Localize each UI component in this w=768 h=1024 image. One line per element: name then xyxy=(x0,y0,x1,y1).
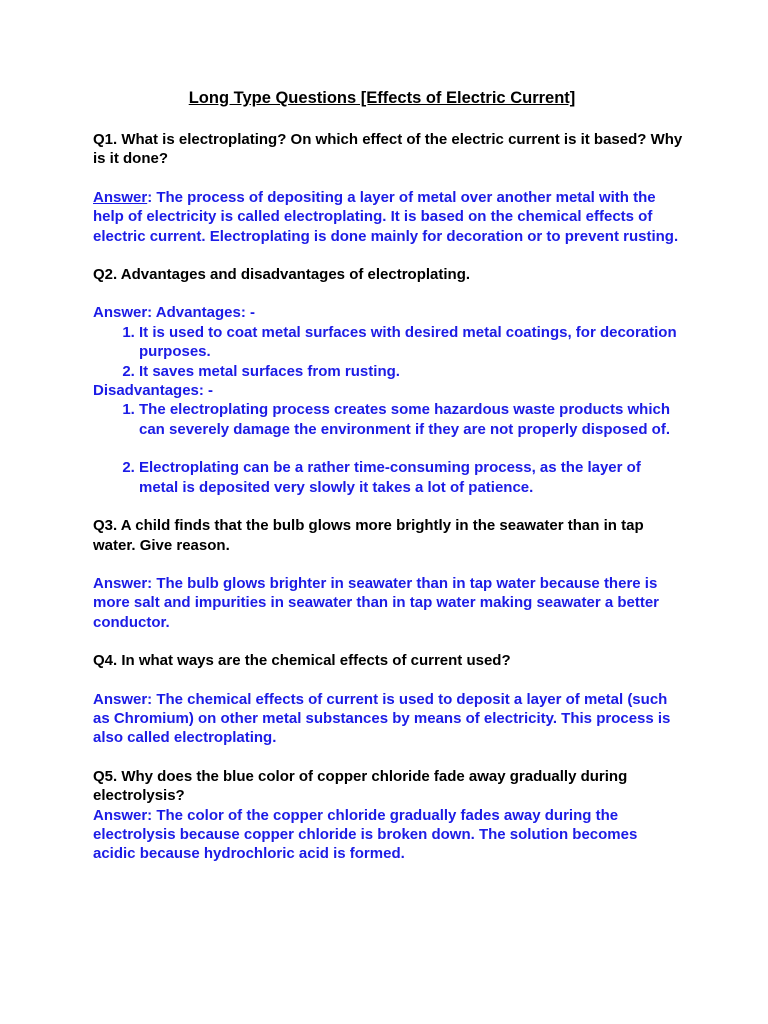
spacer xyxy=(93,246,683,265)
document-page xyxy=(93,88,683,864)
answer-label: Answer xyxy=(93,188,148,206)
spacer xyxy=(93,748,683,767)
question-1: Q1. What is electroplating? On which effect of the electric current is it based? Why is it done? xyxy=(93,131,683,168)
list-item: 1. It is used to coat metal surfaces with desired metal coatings, for decoration purposes. xyxy=(139,323,683,362)
question-2: Q2. Advantages and disadvantages of electroplating. xyxy=(93,266,471,284)
question-5: Q5. Why does the blue color of copper chloride fade away gradually during electrolysis? xyxy=(93,767,628,805)
spacer xyxy=(139,439,683,458)
list-item: 2. Electroplating can be a rather time-consuming process, as the layer of metal is deposited very slowly it takes a lot of patience. xyxy=(139,458,683,497)
spacer xyxy=(93,632,683,651)
disadvantages-list xyxy=(93,400,683,497)
answer-1 xyxy=(93,188,683,246)
list-item: 1. The electroplating process creates some hazardous waste products which can severely damage the environment if they are not properly disposed of. xyxy=(139,400,683,439)
spacer xyxy=(93,555,683,574)
page-title: Long Type Questions [Effects of Electric Current] xyxy=(188,89,576,107)
answer-4: Answer: The chemical effects of current is used to deposit a layer of metal (such as Chromium) on other metal substances by means of electricity. This process is also called electroplating. xyxy=(93,690,671,747)
disadvantages-heading: Disadvantages: - xyxy=(93,382,214,400)
advantages-heading: Answer: Advantages: - xyxy=(93,304,255,322)
advantages-list xyxy=(93,323,683,381)
answer-5: Answer: The color of the copper chloride gradually fades away during the electrolysis because copper chloride is broken down. The solution becomes acidic because hydrochloric acid is formed. xyxy=(93,806,638,863)
answer-1-text: : The process of depositing a layer of metal over another metal with the help of electricity is called electroplating. It is based on the chemical effects of electric current. Electroplating is done mainly for decoration or to prevent rusting. xyxy=(93,188,679,245)
question-3: Q3. A child finds that the bulb glows more brightly in the seawater than in tap water. Give reason. xyxy=(93,517,644,554)
spacer xyxy=(93,169,683,188)
spacer xyxy=(93,671,683,690)
answer-3: Answer: The bulb glows brighter in seawater than in tap water because there is more salt and impurities in seawater than in tap water making seawater a better conductor. xyxy=(93,574,660,631)
spacer xyxy=(93,284,683,303)
spacer xyxy=(93,497,683,516)
question-4: Q4. In what ways are the chemical effects of current used? xyxy=(93,652,511,670)
list-item: 2. It saves metal surfaces from rusting. xyxy=(139,362,683,381)
